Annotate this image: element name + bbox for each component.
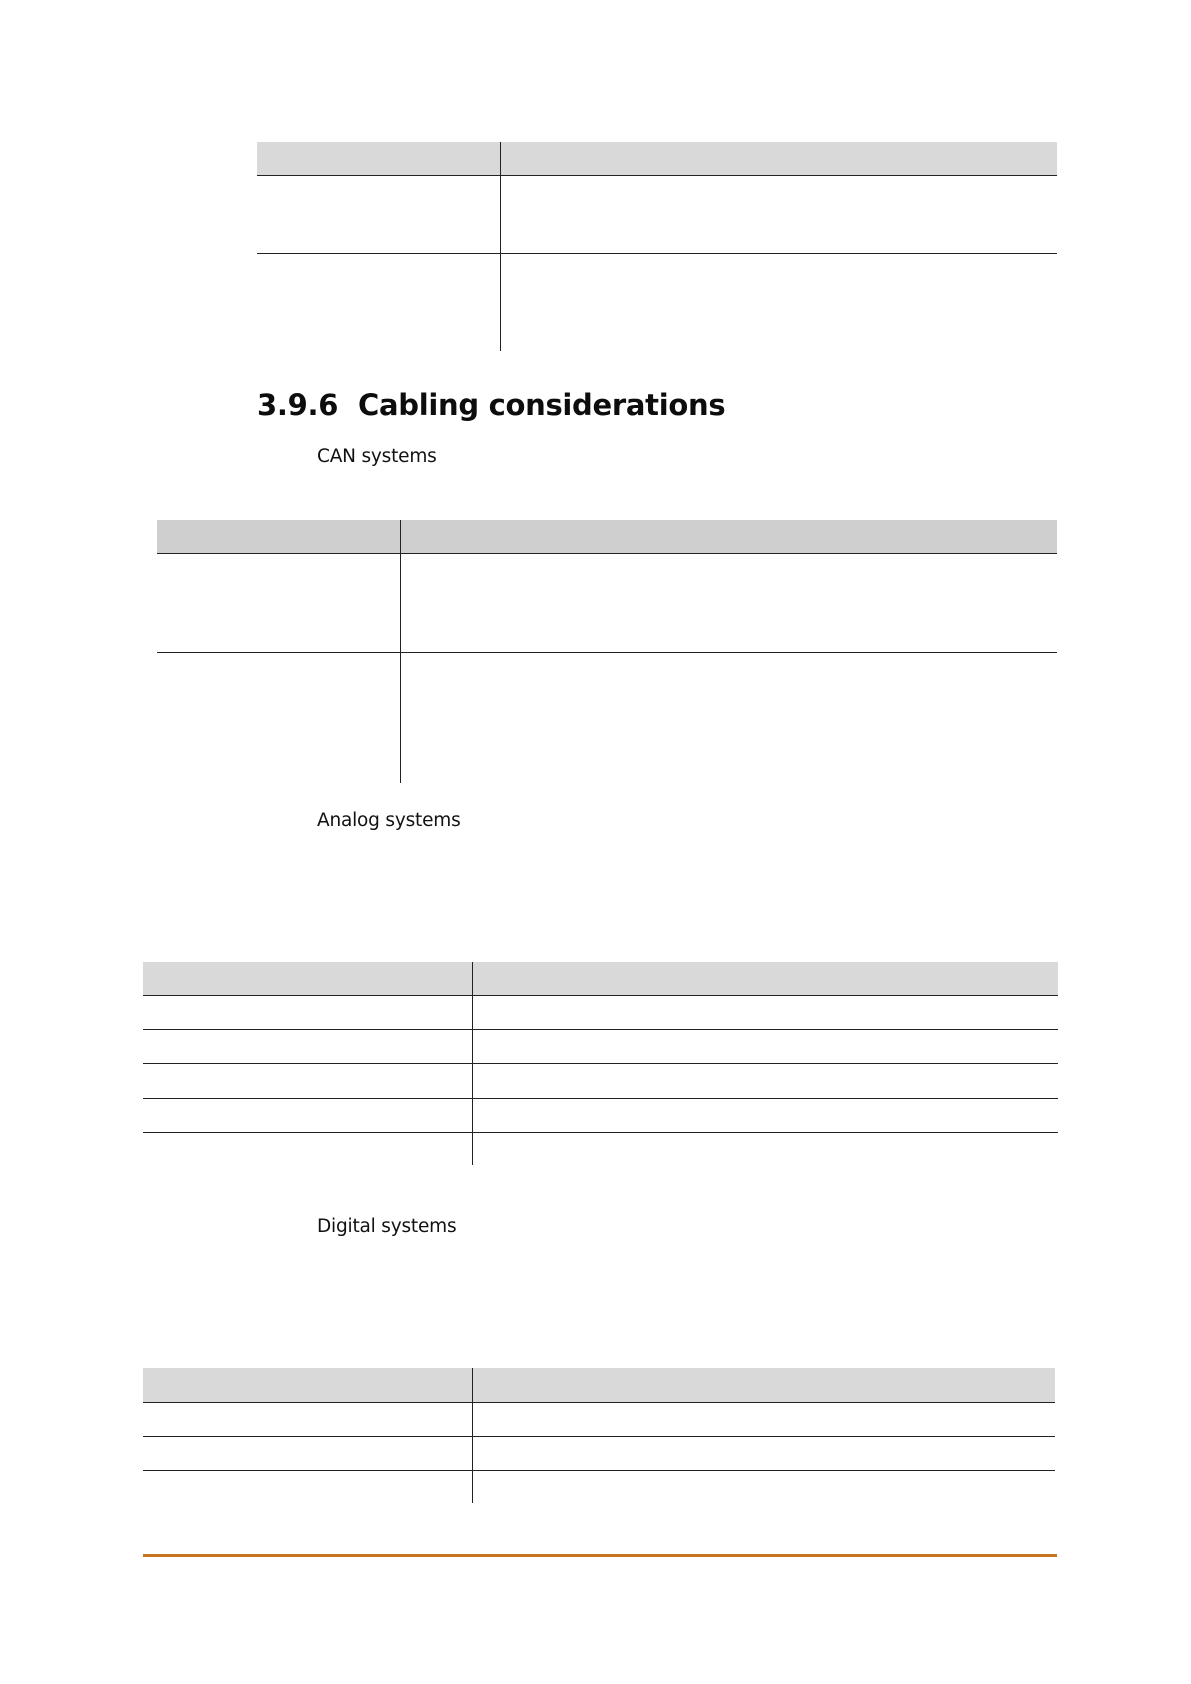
table-header-row: [143, 962, 1058, 995]
table-header-row: [257, 142, 1057, 175]
table-row: [143, 1402, 1055, 1436]
table-cell: [472, 1132, 1058, 1165]
table-cell: [472, 1098, 1058, 1132]
table-header-cell: [157, 520, 400, 553]
table-cell: [472, 1063, 1058, 1098]
section-number: 3.9.6: [257, 388, 339, 422]
table-cell: [157, 652, 400, 783]
table-row: [143, 1436, 1055, 1470]
subheading-can: CAN systems: [317, 446, 437, 467]
table-cell: [257, 175, 500, 253]
table-row: [143, 1098, 1058, 1132]
table-analog: [143, 962, 1058, 1165]
subheading-analog: Analog systems: [317, 810, 461, 831]
table-cell: [500, 175, 1057, 253]
table-cell: [143, 1029, 472, 1063]
table-cell: [400, 652, 1057, 783]
table-header-cell: [472, 1368, 1055, 1402]
table-cell: [400, 553, 1057, 652]
table-row: [143, 1029, 1058, 1063]
table-top: [257, 142, 1057, 351]
table-cell: [143, 1063, 472, 1098]
table-cell: [500, 253, 1057, 351]
table-cell: [472, 1402, 1055, 1436]
table-cell: [472, 1470, 1055, 1503]
table-cell: [143, 995, 472, 1029]
table-header-cell: [472, 962, 1058, 995]
section-title: Cabling considerations: [358, 388, 726, 422]
table-header-cell: [143, 962, 472, 995]
table-header-row: [143, 1368, 1055, 1402]
table-cell: [472, 1436, 1055, 1470]
table-cell: [143, 1402, 472, 1436]
subheading-digital: Digital systems: [317, 1216, 457, 1237]
table-cell: [157, 553, 400, 652]
table-row: [257, 175, 1057, 253]
table-header-row: [157, 520, 1057, 553]
table-cell: [143, 1470, 472, 1503]
table-cell: [472, 995, 1058, 1029]
table-row: [143, 1470, 1055, 1503]
table-header-cell: [400, 520, 1057, 553]
table-cell: [257, 253, 500, 351]
table-header-cell: [257, 142, 500, 175]
table-row: [157, 652, 1057, 783]
table-digital: [143, 1368, 1055, 1503]
section-heading: [257, 388, 725, 422]
table-cell: [143, 1098, 472, 1132]
table-cell: [143, 1132, 472, 1165]
table-row: [143, 1063, 1058, 1098]
table-cell: [143, 1436, 472, 1470]
table-can: [157, 520, 1057, 783]
table-row: [257, 253, 1057, 351]
table-row: [157, 553, 1057, 652]
table-header-cell: [500, 142, 1057, 175]
footer-rule: [143, 1554, 1057, 1557]
table-cell: [472, 1029, 1058, 1063]
table-header-cell: [143, 1368, 472, 1402]
table-row: [143, 1132, 1058, 1165]
table-row: [143, 995, 1058, 1029]
